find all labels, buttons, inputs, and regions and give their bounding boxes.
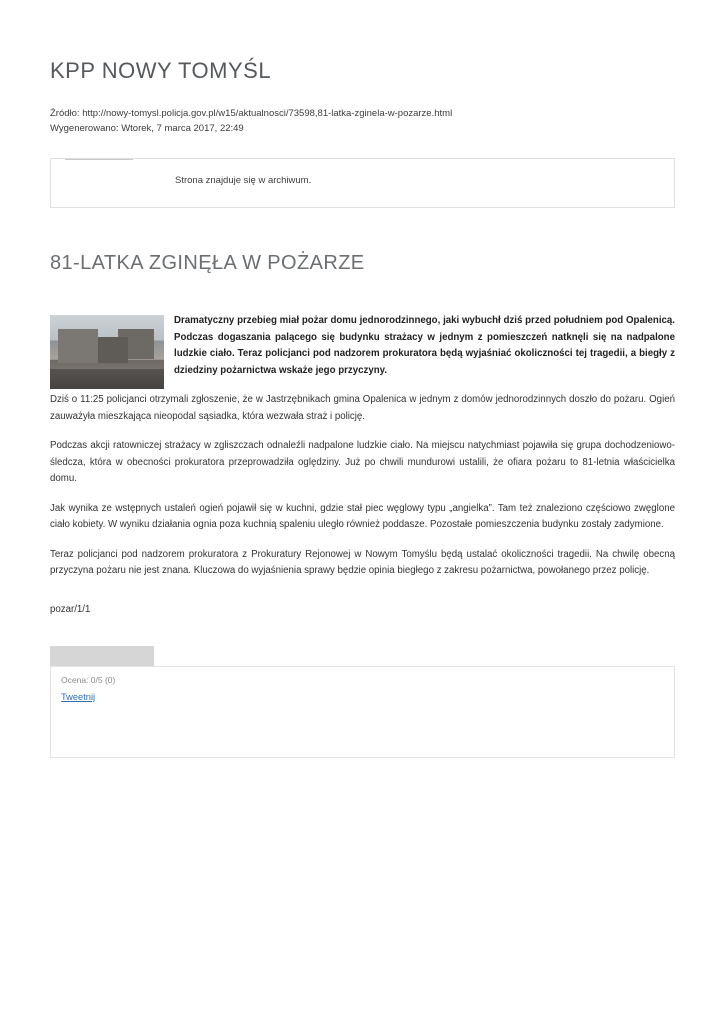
archive-notice-text: Strona znajduje się w archiwum. bbox=[175, 175, 312, 186]
article-paragraph: Podczas akcji ratowniczej strażacy w zgliszczach odnaleźli nadpalone ludzkie ciało. Na miejscu natychmiast pojawiła się grupa dochodzeniowo-śledcza, która w obecności prokuratora przeprowadziła oględziny. Już po chwili mundurowi ustalili, że ofiara pożaru to 81-letnia właścicielka domu. bbox=[50, 440, 675, 484]
article-paragraph: Teraz policjanci pod nadzorem prokuratora z Prokuratury Rejonowej w Nowym Tomyślu będą ustalać okoliczności tragedii. Na chwilę obecną przyczyna pożaru nie jest znana. Kluczowa do wyjaśnienia sprawy będzie opinia biegłego z zakresu pożarnictwa, powołanego przez policję. bbox=[50, 548, 675, 576]
tweet-link[interactable]: Tweetnij bbox=[61, 692, 96, 702]
archive-divider bbox=[65, 159, 133, 160]
article-body bbox=[50, 313, 675, 618]
article-paragraph: Jak wynika ze wstępnych ustaleń ogień pojawił się w kuchni, gdzie stał piec węglowy typu „angielka”. Tam też znaleziono częściowo zwęglone ciało kobiety. W wyniku działania ognia poza kuchnią spaleniu uległo również poddasze. Pozostałe pomieszczenia budynku zostały zadymione. bbox=[50, 502, 675, 530]
article-lead: Dramatyczny przebieg miał pożar domu jednorodzinnego, jaki wybuchł dziś przed południem pod Opalenicą. Podczas dogaszania palącego się budynku strażacy w jednym z pomieszczeń natknęli się na nadpalone ludzkie ciało. Teraz policjanci pod nadzorem prokuratora będą wyjaśniać okoliczności tej tragedii, a biegły z dziedziny pożarnictwa wskaże jego przyczyny. bbox=[174, 315, 675, 376]
document-meta bbox=[50, 106, 675, 136]
site-title: KPP NOWY TOMYŚL bbox=[50, 58, 272, 83]
share-box bbox=[50, 666, 675, 758]
article-paragraph: Dziś o 11:25 policjanci otrzymali zgłoszenie, że w Jastrzębnikach gmina Opalenica w jednym z domów jednorodzinnych doszło do pożaru. Ogień zauważyła mieszkająca nieopodal sąsiadka, która wezwała straż i policję. bbox=[50, 394, 675, 422]
archive-notice bbox=[50, 158, 675, 208]
image-caption: pozar/1/1 bbox=[50, 603, 91, 615]
article-title: 81-LATKA ZGINĘŁA W POŻARZE bbox=[50, 252, 365, 274]
source-line: Źródło: http://nowy-tomysl.policja.gov.pl/w15/aktualnosci/73598,81-latka-zginela-w-pozarze.html bbox=[50, 108, 453, 119]
share-area bbox=[50, 646, 675, 758]
rating-text: Ocena: 0/5 (0) bbox=[61, 675, 116, 685]
article-thumbnail-image[interactable] bbox=[50, 315, 164, 389]
rating-widget-placeholder[interactable] bbox=[50, 646, 154, 666]
generated-line: Wygenerowano: Wtorek, 7 marca 2017, 22:49 bbox=[50, 123, 244, 134]
